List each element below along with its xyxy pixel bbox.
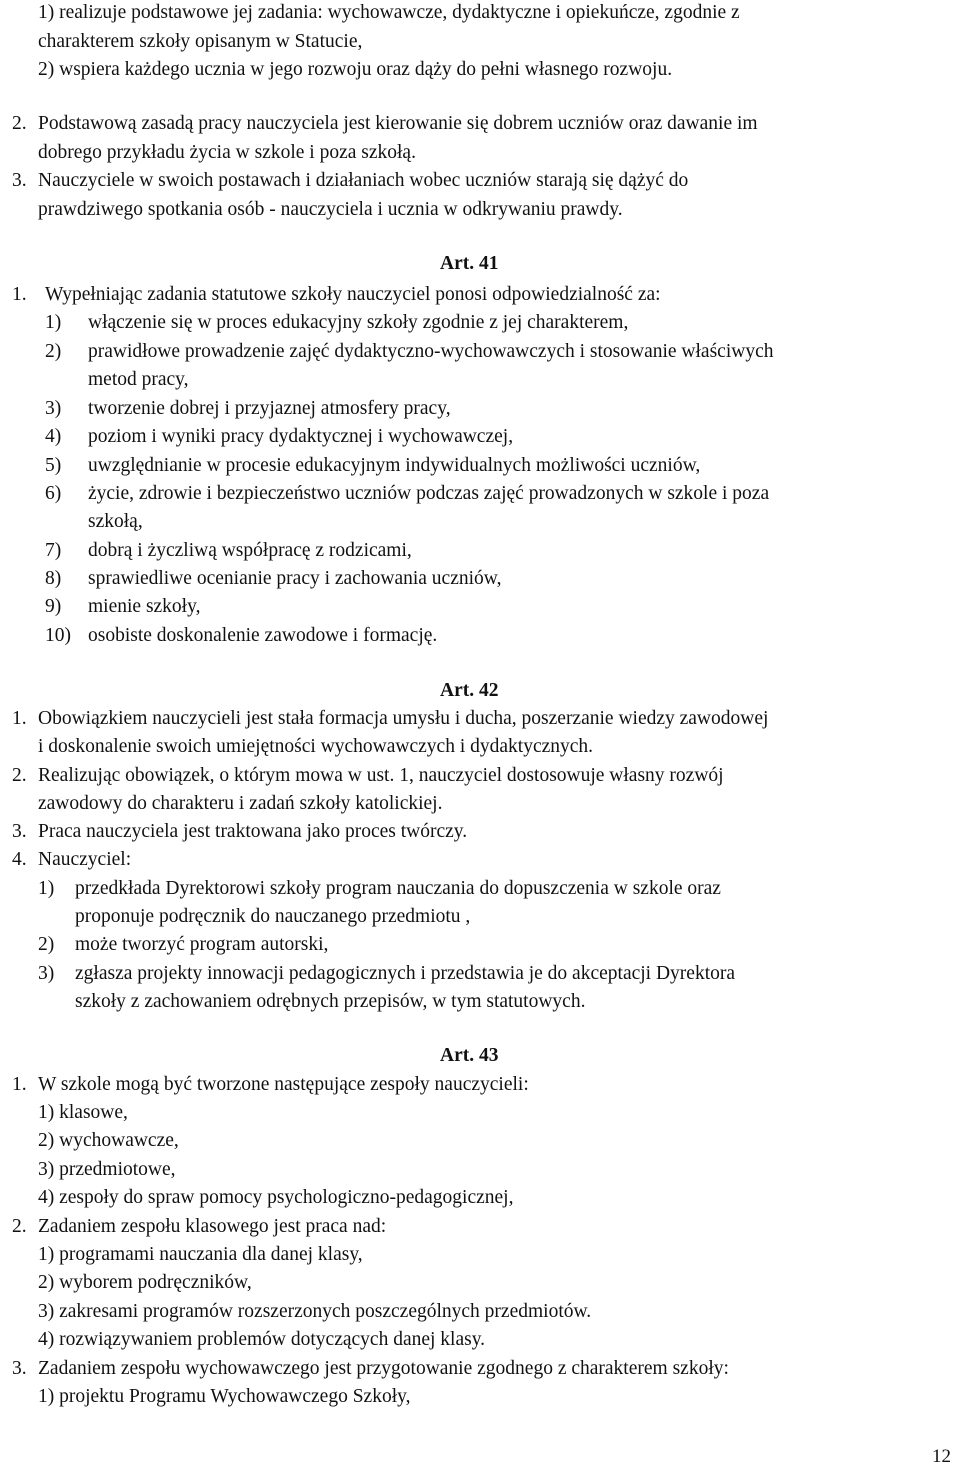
- art-41-item-2-line-1: prawidłowe prowadzenie zajęć dydaktyczno-wychowawczych i stosowanie właściwych: [88, 341, 774, 362]
- art-42-point-2-line-1: Realizując obowiązek, o którym mowa w ust. 1, nauczyciel dostosowuje własny rozwój: [38, 765, 724, 786]
- art-43-point-1-item-1: 1) klasowe,: [38, 1102, 128, 1123]
- art-41-item-3-text: tworzenie dobrej i przyjaznej atmosfery pracy,: [88, 398, 451, 419]
- art-42-item-1-line-2: proponuje podręcznik do nauczanego przedmiotu ,: [75, 906, 471, 927]
- art-41-item-6-line-1: życie, zdrowie i bezpieczeństwo uczniów podczas zajęć prowadzonych w szkole i poza: [88, 483, 770, 504]
- art-42-item-3-line-1: zgłasza projekty innowacji pedagogicznych i przedstawia je do akceptacji Dyrektora: [75, 963, 736, 984]
- art-43-point-1-text: W szkole mogą być tworzone następujące zespoły nauczycieli:: [38, 1074, 529, 1095]
- art-43-point-1-item-4: 4) zespoły do spraw pomocy psychologiczno-pedagogicznej,: [38, 1187, 514, 1208]
- art-42-item-3-line-2: szkoły z zachowaniem odrębnych przepisów, w tym statutowych.: [75, 991, 586, 1012]
- art-42-item-3-number: 3): [38, 963, 55, 984]
- art-41-item-7-number: 7): [45, 540, 62, 561]
- art-41-item-2-line-2: metod pracy,: [88, 369, 189, 390]
- art-43-point-3-text: Zadaniem zespołu wychowawczego jest przygotowanie zgodnego z charakterem szkoły:: [38, 1358, 729, 1379]
- art-41-item-8-text: sprawiedliwe ocenianie pracy i zachowania uczniów,: [88, 568, 502, 589]
- intro-point-2-number: 2.: [12, 113, 27, 134]
- art-43-point-2-item-1: 1) programami nauczania dla danej klasy,: [38, 1244, 363, 1265]
- art-43-point-2-item-2: 2) wyborem podręczników,: [38, 1272, 252, 1293]
- art-42-point-2-number: 2.: [12, 765, 27, 786]
- intro-item-2-line-1: 2) wspiera każdego ucznia w jego rozwoju oraz dąży do pełni własnego rozwoju.: [38, 59, 673, 80]
- art-42-item-1-number: 1): [38, 878, 55, 899]
- art-41-item-7-text: dobrą i życzliwą współpracę z rodzicami,: [88, 540, 412, 561]
- art-41-item-4-text: poziom i wyniki pracy dydaktycznej i wychowawczej,: [88, 426, 514, 447]
- art-41-item-2-number: 2): [45, 341, 62, 362]
- art-41-item-1-number: 1): [45, 312, 62, 333]
- art-43-point-2-item-3: 3) zakresami programów rozszerzonych poszczególnych przedmiotów.: [38, 1301, 592, 1322]
- art-42-point-1-line-1: Obowiązkiem nauczycieli jest stała formacja umysłu i ducha, poszerzanie wiedzy zawodowej: [38, 708, 769, 729]
- art-43-point-3-number: 3.: [12, 1358, 27, 1379]
- art-43-point-1-item-2: 2) wychowawcze,: [38, 1130, 179, 1151]
- art-43-point-2-number: 2.: [12, 1216, 27, 1237]
- art-41-point-1-text: Wypełniając zadania statutowe szkoły nauczyciel ponosi odpowiedzialność za:: [45, 284, 661, 305]
- art-42-item-2-number: 2): [38, 934, 55, 955]
- page-number: 12: [932, 1446, 951, 1467]
- art-43-point-2-text: Zadaniem zespołu klasowego jest praca nad:: [38, 1216, 387, 1237]
- art-41-item-3-number: 3): [45, 398, 62, 419]
- art-42-point-1-number: 1.: [12, 708, 27, 729]
- intro-item-1-line-1: 1) realizuje podstawowe jej zadania: wychowawcze, dydaktyczne i opiekuńcze, zgodnie z: [38, 2, 740, 23]
- art-41-item-9-text: mienie szkoły,: [88, 596, 201, 617]
- art-41-item-1-text: włączenie się w proces edukacyjny szkoły zgodnie z jej charakterem,: [88, 312, 629, 333]
- intro-point-2-line-2: dobrego przykładu życia w szkole i poza szkołą.: [38, 142, 416, 163]
- intro-item-1-line-2: charakterem szkoły opisanym w Statucie,: [38, 31, 363, 52]
- art-41-item-5-text: uwzględnianie w procesie edukacyjnym indywidualnych możliwości uczniów,: [88, 455, 701, 476]
- art-43-point-1-item-3: 3) przedmiotowe,: [38, 1159, 176, 1180]
- art-42-point-3-number: 3.: [12, 821, 27, 842]
- art-42-item-1-line-1: przedkłada Dyrektorowi szkoły program nauczania do dopuszczenia w szkole oraz: [75, 878, 721, 899]
- art-41-item-6-line-2: szkołą,: [88, 511, 143, 532]
- art-42-point-1-line-2: i doskonalenie swoich umiejętności wychowawczych i dydaktycznych.: [38, 736, 594, 757]
- art-42-point-2-line-2: zawodowy do charakteru i zadań szkoły katolickiej.: [38, 793, 443, 814]
- art-41-item-10-text: osobiste doskonalenie zawodowe i formację.: [88, 625, 438, 646]
- art-43-point-2-item-4: 4) rozwiązywaniem problemów dotyczących danej klasy.: [38, 1329, 486, 1350]
- art-42-heading: Art. 42: [440, 680, 499, 701]
- art-41-heading: Art. 41: [440, 253, 499, 274]
- art-41-item-5-number: 5): [45, 455, 62, 476]
- art-41-item-10-number: 10): [45, 625, 71, 646]
- intro-point-3-line-2: prawdziwego spotkania osób - nauczyciela i ucznia w odkrywaniu prawdy.: [38, 199, 623, 220]
- art-41-item-9-number: 9): [45, 596, 62, 617]
- art-42-point-3-text: Praca nauczyciela jest traktowana jako proces twórczy.: [38, 821, 468, 842]
- art-41-item-6-number: 6): [45, 483, 62, 504]
- art-41-item-8-number: 8): [45, 568, 62, 589]
- art-41-item-4-number: 4): [45, 426, 62, 447]
- art-43-point-1-number: 1.: [12, 1074, 27, 1095]
- art-42-item-2-text: może tworzyć program autorski,: [75, 934, 329, 955]
- art-42-point-4-number: 4.: [12, 849, 27, 870]
- intro-point-3-number: 3.: [12, 170, 27, 191]
- art-42-point-4-text: Nauczyciel:: [38, 849, 132, 870]
- art-43-point-3-item-1: 1) projektu Programu Wychowawczego Szkoły,: [38, 1386, 411, 1407]
- intro-point-2-line-1: Podstawową zasadą pracy nauczyciela jest kierowanie się dobrem uczniów oraz dawanie im: [38, 113, 758, 134]
- art-43-heading: Art. 43: [440, 1045, 499, 1066]
- intro-point-3-line-1: Nauczyciele w swoich postawach i działaniach wobec uczniów starają się dążyć do: [38, 170, 689, 191]
- art-41-point-1-number: 1.: [12, 284, 27, 305]
